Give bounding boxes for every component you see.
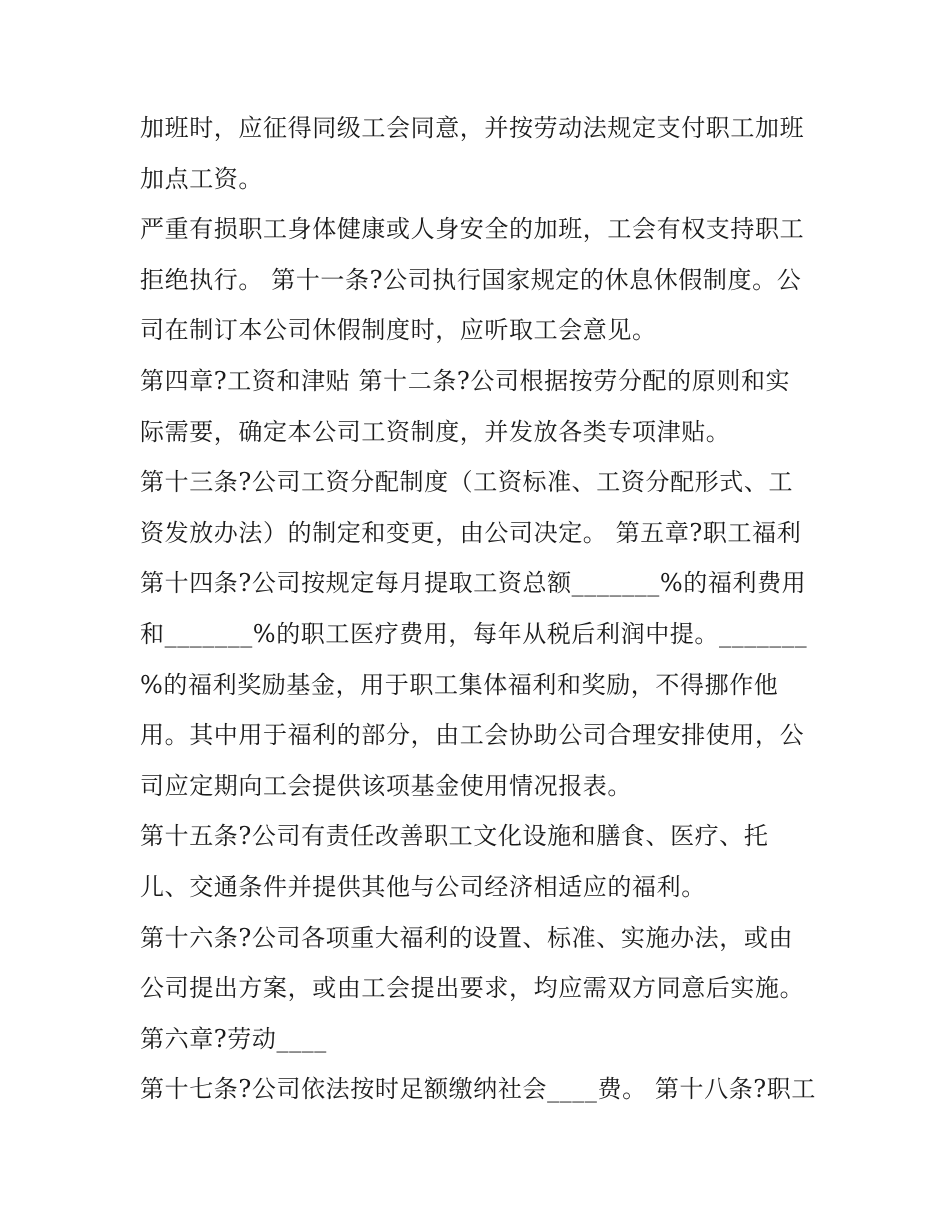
text-line: 公司提出方案，或由工会提出要求，均应需双方同意后实施。 — [140, 974, 805, 1003]
text-line: 第四章?工资和津贴 第十二条?公司根据按劳分配的原则和实 — [140, 366, 791, 395]
text-line: 用。其中用于福利的部分，由工会协助公司合理安排使用，公 — [140, 721, 805, 750]
text-line: 严重有损职工身体健康或人身安全的加班，工会有权支持职工 — [140, 215, 805, 244]
text-line: 第十七条?公司依法按时足额缴纳社会____费。 第十八条?职工 — [140, 1075, 816, 1104]
text-line: 第六章?劳动____ — [140, 1024, 327, 1053]
text-line: 司应定期向工会提供该项基金使用情况报表。 — [140, 771, 632, 800]
text-line: %的福利奖励基金，用于职工集体福利和奖励，不得挪作他 — [140, 670, 779, 699]
text-line: 际需要，确定本公司工资制度，并发放各类专项津贴。 — [140, 417, 731, 446]
text-line: 司在制订本公司休假制度时，应听取工会意见。 — [140, 316, 657, 345]
text-line: 资发放办法）的制定和变更，由公司决定。 第五章?职工福利 — [140, 518, 802, 547]
text-line: 拒绝执行。 第十一条?公司执行国家规定的休息休假制度。公 — [140, 265, 802, 294]
text-line: 第十四条?公司按规定每月提取工资总额_______%的福利费用 — [140, 569, 807, 598]
text-line: 加班时，应征得同级工会同意，并按劳动法规定支付职工加班 — [140, 114, 805, 142]
text-line: 第十五条?公司有责任改善职工文化设施和膳食、医疗、托 — [140, 822, 769, 851]
text-line: 儿、交通条件并提供其他与公司经济相适应的福利。 — [140, 872, 706, 901]
text-line: 和_______%的职工医疗费用，每年从税后利润中提。_______ — [140, 619, 808, 648]
text-line: 第十三条?公司工资分配制度（工资标准、工资分配形式、工 — [140, 468, 794, 497]
text-line: 第十六条?公司各项重大福利的设置、标准、实施办法，或由 — [140, 923, 794, 952]
document-body — [140, 103, 820, 1115]
text-line: 加点工资。 — [140, 164, 263, 193]
